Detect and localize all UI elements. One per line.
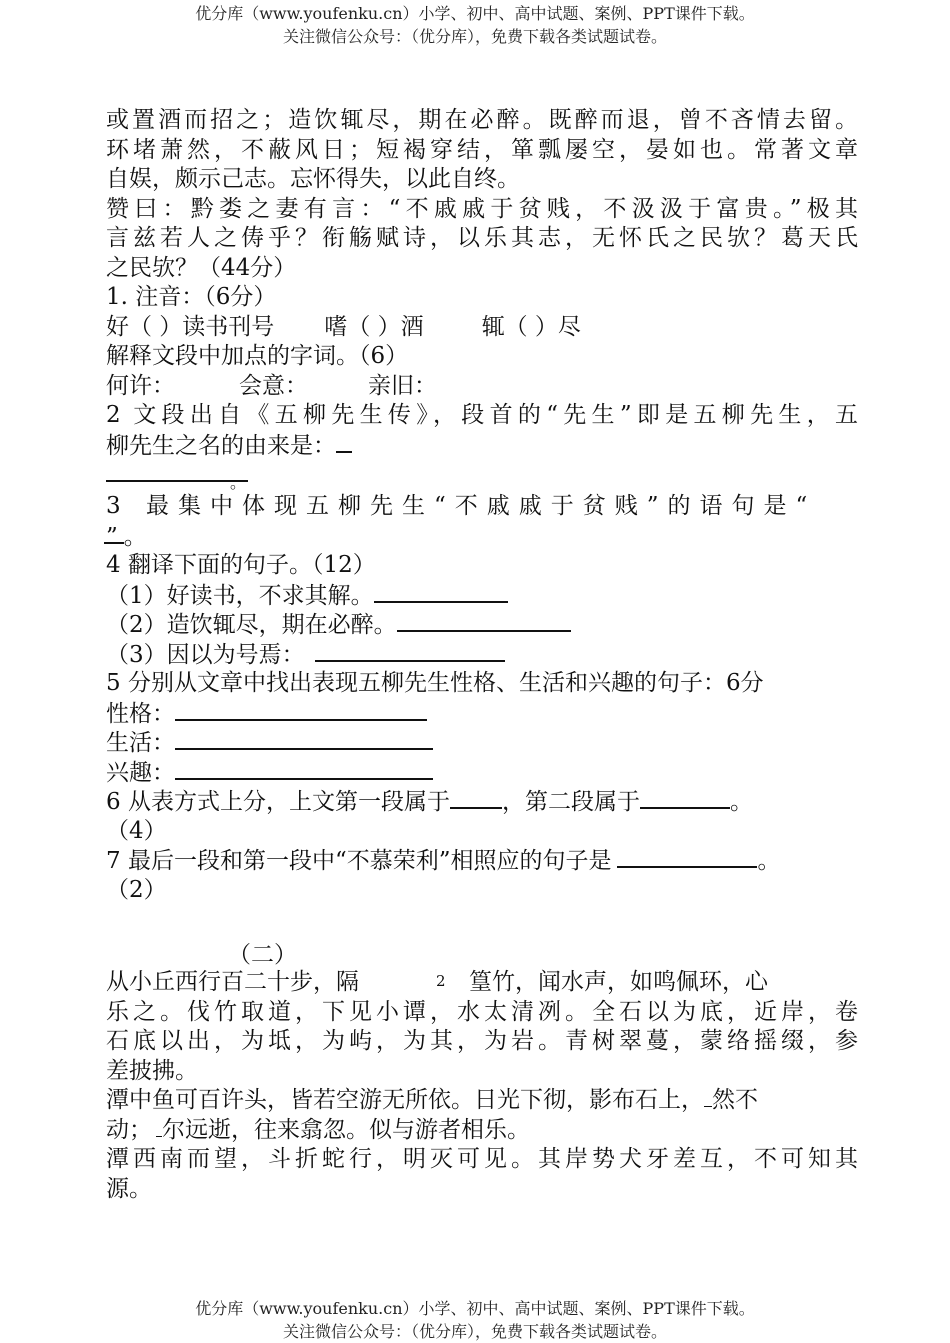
question-6-score: （4） <box>106 817 167 844</box>
answer-blank[interactable] <box>397 610 571 632</box>
passage-line: 之民欤？（44分） <box>106 254 297 281</box>
passage-line: 赞曰：黔娄之妻有言：“不戚戚于贫贱，不汲汲于富贵。”极其 <box>106 195 858 222</box>
question-7-line <box>106 846 858 876</box>
question-5-label: 兴趣： <box>106 759 175 786</box>
question-1-title: 1. 注音：（6分） <box>106 284 277 310</box>
passage2-line-1-b: 篁竹，闻水声，如鸣佩环，心 <box>469 969 768 995</box>
passage2-line: 潭西南而望，斗折蛇行，明灭可见。其岸势犬牙差互，不可知其 <box>106 1146 858 1172</box>
passage2-line-5-b: 尔远逝，往来翕忽。似与游者相乐。 <box>162 1116 530 1143</box>
passage2-line <box>106 1116 858 1146</box>
question-4-title: 4 翻译下面的句子。（12） <box>106 552 376 578</box>
blank-mark <box>704 1092 712 1107</box>
passage-line: 环堵萧然，不蔽风日；短褐穿结，箪瓢屡空，晏如也。常著文章 <box>106 136 858 163</box>
word-hexu: 何许： <box>106 372 175 399</box>
passage2-line-1-a: 从小丘西行百二十步，隔 <box>106 969 359 995</box>
question-2-line-2 <box>106 431 858 461</box>
answer-blank[interactable] <box>175 758 433 780</box>
section-2-title: （二） <box>228 942 297 968</box>
answer-blank[interactable] <box>175 699 427 721</box>
question-5-item-life <box>106 728 858 758</box>
header-line-1: 优分库（www.youfenku.cn）小学、初中、高中试题、案例、PPT课件下载。 <box>195 4 755 23</box>
footer-line-2: 关注微信公众号：（优分库），免费下载各类试题试卷。 <box>282 1322 667 1341</box>
passage2-line-4-b: 然不 <box>712 1087 758 1113</box>
question-2-prompt: 柳先生之名的由来是： <box>106 432 336 459</box>
question-3-line-2 <box>106 522 858 552</box>
question-1-pinyin <box>106 313 858 343</box>
question-1-words <box>106 372 858 402</box>
page-number: 2 <box>436 972 446 990</box>
question-4-item-1-text: （1）好读书，不求其解。 <box>106 582 374 609</box>
question-7-score: （2） <box>106 876 167 903</box>
question-6-line <box>106 787 858 817</box>
header-line-2: 关注微信公众号：（优分库），免费下载各类试题试卷。 <box>282 27 667 46</box>
question-7-end: 。 <box>757 848 781 874</box>
question-4-item-2 <box>106 610 858 640</box>
word-huiyi: 会意： <box>239 372 308 399</box>
spacer <box>106 905 858 942</box>
question-2-end: 。 <box>230 473 247 492</box>
question-5-label: 生活： <box>106 730 175 756</box>
answer-blank[interactable] <box>374 581 508 603</box>
question-5-title: 5 分别从文章中找出表现五柳先生性格、生活和兴趣的句子：6分 <box>106 670 764 696</box>
passage2-line: 乐之。伐竹取道，下见小谭，水太清冽。全石以为底，近岸，卷 <box>106 998 858 1025</box>
passage-line: 或置酒而招之；造饮辄尽，期在必醉。既醉而退，曾不吝情去留。 <box>106 107 858 133</box>
question-6-end: 。 <box>729 789 753 815</box>
passage2-line <box>106 968 858 998</box>
passage2-line: 差披拂。 <box>106 1057 198 1084</box>
question-3-end: 。 <box>123 523 147 550</box>
question-4-item-1 <box>106 581 858 611</box>
answer-blank[interactable] <box>106 460 248 482</box>
pinyin-item-hao: 好（ ）读书刊号 <box>106 313 275 340</box>
answer-blank[interactable] <box>315 640 505 662</box>
question-2-line-1: 2 文段出自《五柳先生传》，段首的“先生”即是五柳先生，五 <box>106 402 858 428</box>
passage2-line <box>106 1086 858 1116</box>
question-1-explain: 解释文段中加点的字词。（6） <box>106 343 409 369</box>
page-footer <box>0 1297 950 1343</box>
passage-line: 言兹若人之俦乎？衔觞赋诗，以乐其志，无怀氏之民欤？葛天氏 <box>106 225 858 251</box>
document-body <box>106 106 858 1204</box>
question-3-quote: ” <box>106 523 118 550</box>
question-3-line-1: 3 最集中体现五柳先生“不戚戚于贫贱”的语句是“ <box>106 493 817 519</box>
passage2-line: 源。 <box>106 1175 152 1202</box>
question-5-item-character <box>106 699 858 729</box>
question-5-item-interest <box>106 758 858 788</box>
answer-blank[interactable] <box>104 522 124 544</box>
question-4-item-2-text: （2）造饮辄尽，期在必醉。 <box>106 612 397 638</box>
question-4-item-3 <box>106 640 858 670</box>
answer-blank[interactable] <box>450 787 502 809</box>
passage-line: 自娱，颇示己志。忘怀得失，以此自终。 <box>106 166 520 192</box>
footer-line-1: 优分库（www.youfenku.cn）小学、初中、高中试题、案例、PPT课件下载。 <box>195 1299 755 1318</box>
answer-blank[interactable] <box>175 728 433 750</box>
question-2-answer-line <box>106 460 858 492</box>
passage2-line-5-a: 动； <box>106 1116 152 1143</box>
answer-blank[interactable] <box>617 846 757 868</box>
pinyin-item-shi: 嗜（ ）酒 <box>324 313 424 340</box>
question-5-label: 性格： <box>106 700 175 727</box>
page-header <box>0 2 950 48</box>
passage2-line-4-a: 潭中鱼可百许头，皆若空游无所依。日光下彻，影布石上， <box>106 1087 704 1113</box>
passage2-line: 石底以出，为坻，为屿，为其，为岩。青树翠蔓，蒙络摇缀，参 <box>106 1028 858 1054</box>
answer-blank[interactable] <box>640 787 730 809</box>
word-qinjiu: 亲旧： <box>368 372 437 399</box>
question-7-text: 7 最后一段和第一段中“不慕荣利”相照应的句子是 <box>106 848 612 874</box>
question-6-text-a: 6 从表方式上分，上文第一段属于 <box>106 789 450 815</box>
pinyin-item-zhe: 辄（ ）尽 <box>481 313 581 340</box>
answer-blank[interactable] <box>336 431 352 453</box>
question-6-text-b: ，第二段属于 <box>501 789 640 815</box>
question-4-item-3-text: （3）因以为号焉： <box>106 641 305 668</box>
